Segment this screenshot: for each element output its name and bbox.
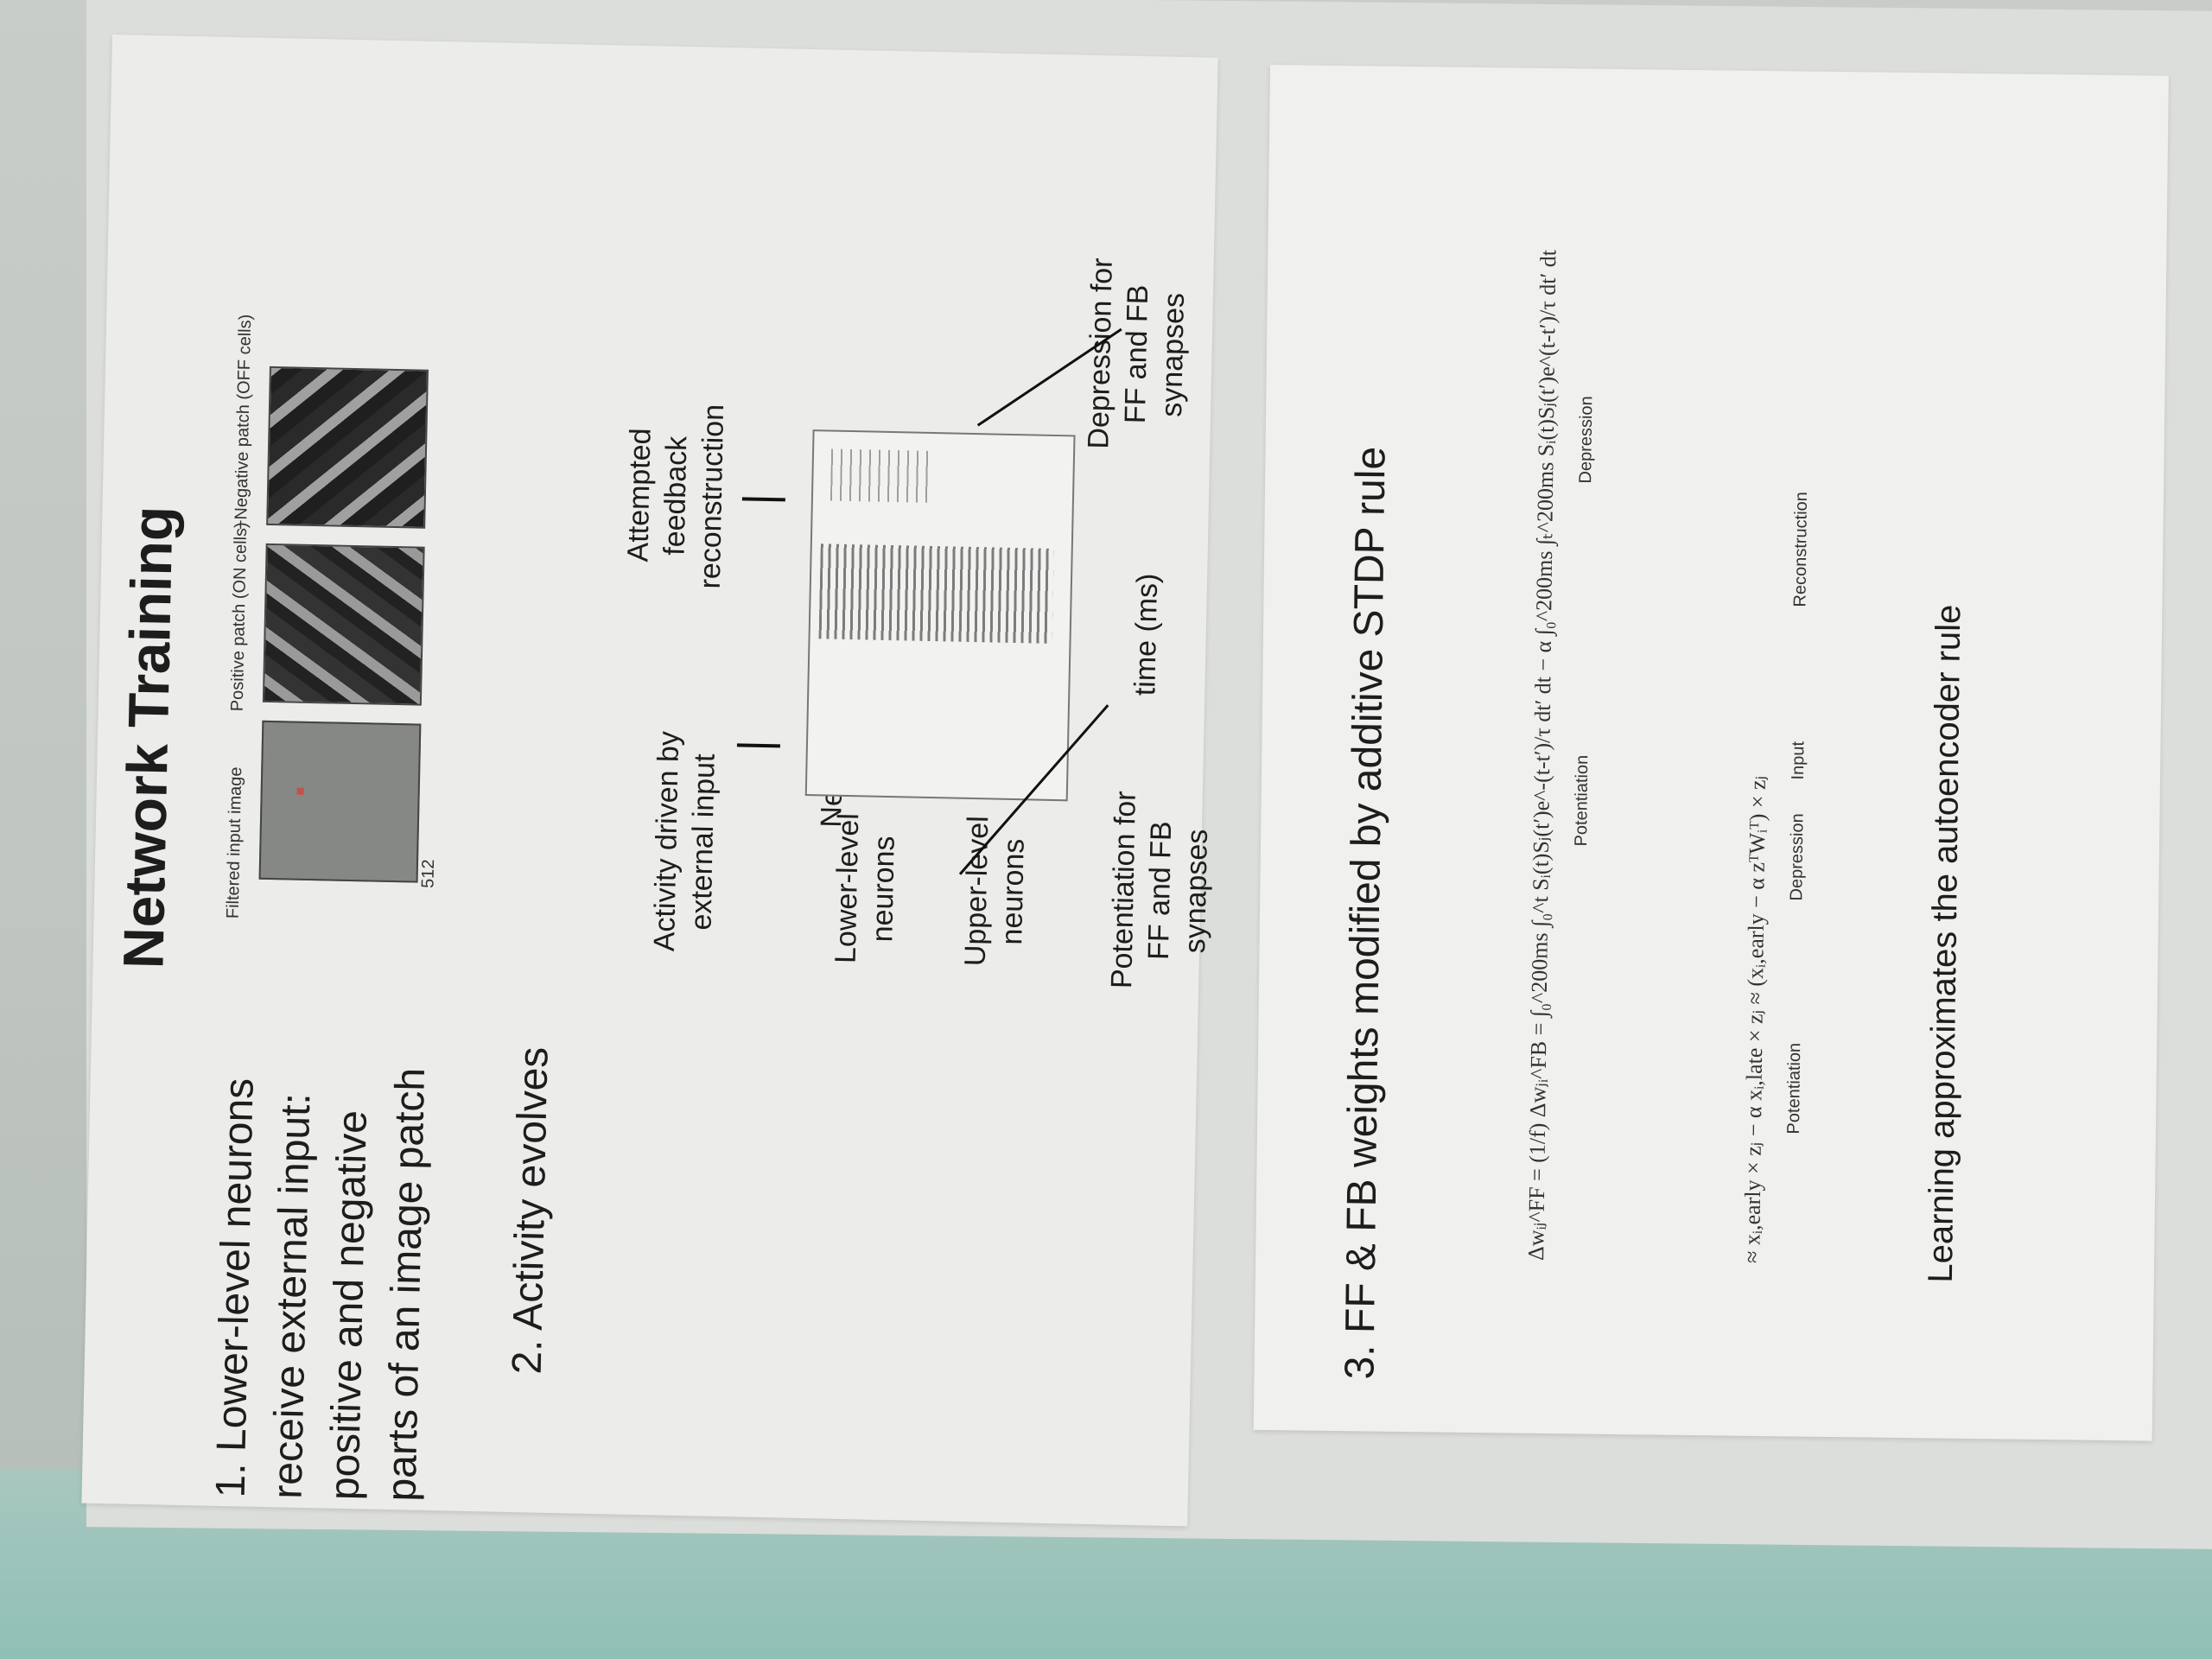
eq2-label-reconstruction: Reconstruction	[1790, 492, 1812, 607]
image-label-negative: −Negative patch (OFF cells)	[232, 314, 256, 531]
arrow-external-input	[737, 743, 780, 747]
filtered-input-image	[259, 721, 422, 883]
label-lower-neurons: Lower-level neurons	[829, 812, 901, 964]
step-3-text: 3. FF & FB weights modified by additive STDP rule	[1337, 446, 1395, 1380]
step-2-text: 2. Activity evolves	[504, 1046, 557, 1375]
image-highlight-marker	[297, 788, 304, 795]
arrow-reconstruction	[742, 497, 785, 501]
equation-ff-fb: Δwᵢⱼ^FF = (1/f) Δwⱼᵢ^FB = ∫₀^200ms ∫₀^t Sᵢ(t)Sⱼ(t′)e^-(t-t′)/τ dt′ dt − α ∫₀^200ms ∫ₜ^200ms Sᵢ(t)Sⱼ(t′)e^(t-t′)/τ dt′ dt	[1523, 249, 1561, 1262]
eq2-label-depression: Depression	[1787, 813, 1808, 901]
image-ticks-filtered: 512	[418, 859, 439, 889]
equation-approximation: ≈ xᵢ,early × zⱼ − α xᵢ,late × zⱼ ≈ (xᵢ,early − α zᵀWᵢᵀ) × zⱼ	[1739, 775, 1770, 1264]
raster-spikes-upper	[830, 449, 935, 503]
image-label-filtered: Filtered input image	[223, 766, 246, 919]
step-1-text: 1. Lower-level neurons receive external input: positive and negative parts of an image patch	[207, 1067, 435, 1502]
label-depression: Depression for FF and FB synapses	[1082, 257, 1192, 449]
raster-spikes-lower	[819, 543, 1054, 644]
eq1-label-depression: Depression	[1576, 396, 1597, 484]
eq1-label-potentiation: Potentiation	[1571, 754, 1592, 847]
raster-plot	[805, 429, 1076, 801]
positive-patch-image	[263, 543, 425, 706]
conclusion-text: Learning approximates the autoencoder rule	[1921, 604, 1968, 1283]
eq2-label-potentiation: Potentiation	[1783, 1042, 1805, 1135]
label-potentiation: Potentiation for FF and FB synapses	[1105, 791, 1215, 989]
label-driven-external: Activity driven by external input	[647, 730, 721, 952]
panel-stdp-rule	[1254, 65, 2169, 1441]
label-feedback-reconstruction: Attempted feedback reconstruction	[621, 404, 731, 589]
negative-patch-image	[266, 366, 429, 529]
raster-xlabel: time (ms)	[1128, 573, 1165, 696]
panel-network-training	[81, 35, 1217, 1526]
panel-title: Network Training	[111, 505, 185, 969]
label-upper-neurons: Upper-level neurons	[958, 815, 1031, 967]
eq2-label-input: Input	[1788, 741, 1808, 780]
image-label-positive: Positive patch (ON cells)	[227, 522, 251, 712]
